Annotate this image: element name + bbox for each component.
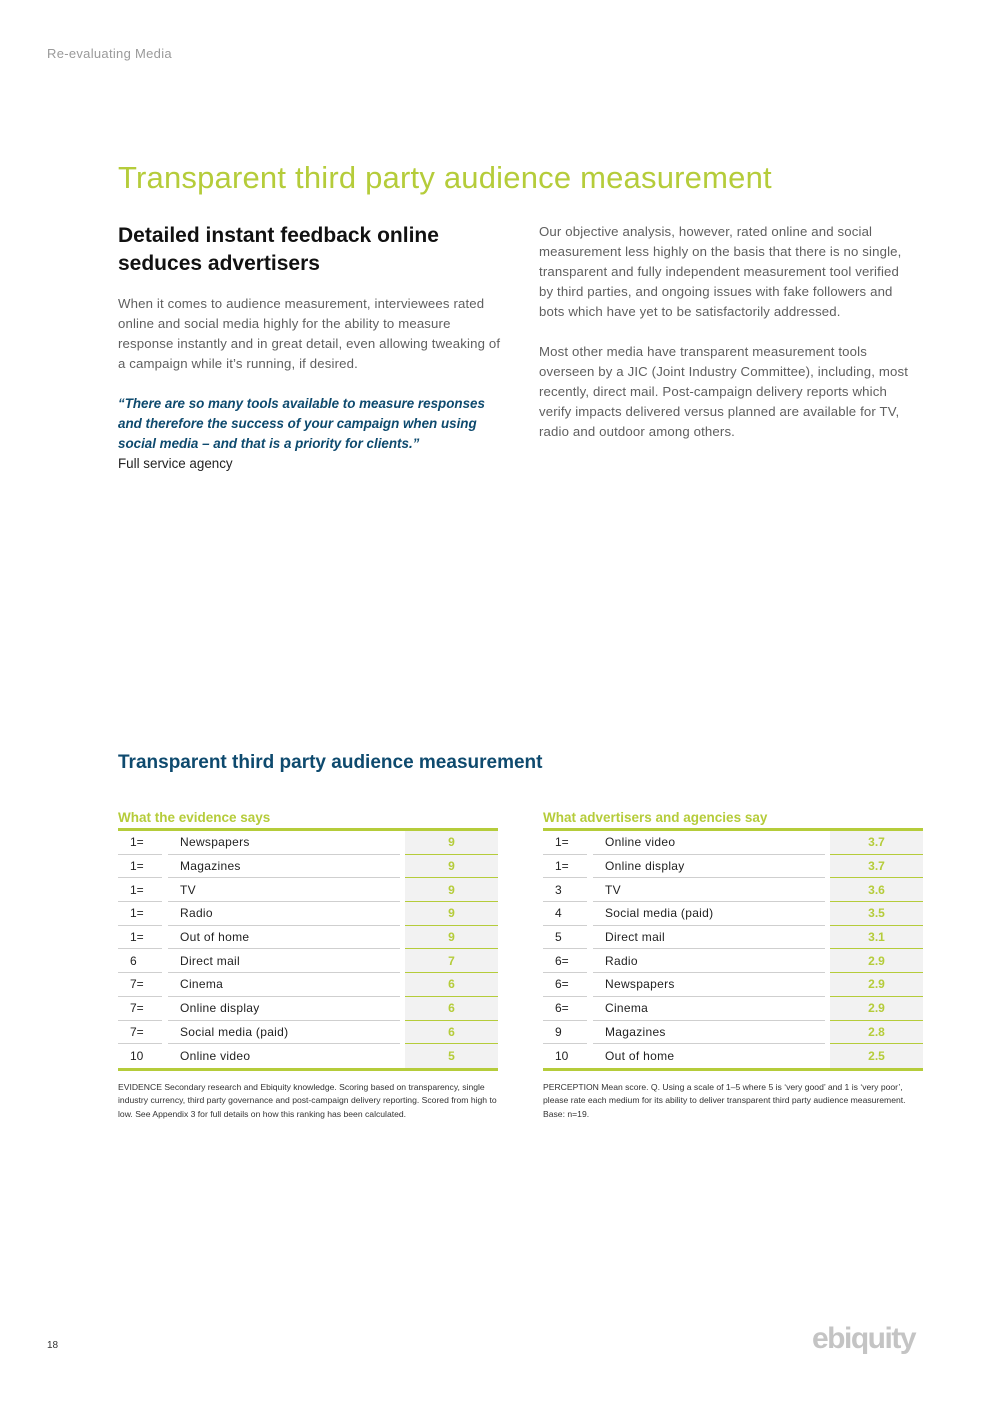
table-row bbox=[543, 926, 923, 950]
rank-cell: 1= bbox=[118, 878, 162, 902]
table-row bbox=[118, 1044, 498, 1068]
left-column bbox=[118, 222, 503, 474]
table-row bbox=[118, 831, 498, 855]
table-row bbox=[118, 878, 498, 902]
subheading: Detailed instant feedback online seduces advertisers bbox=[118, 224, 439, 275]
rank-cell: 1= bbox=[118, 831, 162, 855]
table-row bbox=[543, 878, 923, 902]
table-row bbox=[543, 831, 923, 855]
score-cell: 3.6 bbox=[830, 878, 923, 902]
rank-cell: 1= bbox=[118, 902, 162, 926]
table-row bbox=[118, 973, 498, 997]
medium-cell: Out of home bbox=[168, 926, 400, 950]
quote-attribution: Full service agency bbox=[118, 456, 233, 471]
rank-cell: 6= bbox=[543, 997, 587, 1021]
medium-cell: Radio bbox=[168, 902, 400, 926]
perception-table-title: What advertisers and agencies say bbox=[543, 810, 768, 825]
pull-quote: “There are so many tools available to measure responses and therefore the success of your campaign when using social media – and that is a priority for clients.” bbox=[118, 396, 485, 451]
rank-cell: 10 bbox=[555, 1049, 569, 1064]
table-row bbox=[543, 902, 923, 926]
medium-cell: Online video bbox=[180, 1049, 251, 1064]
medium-cell: Cinema bbox=[168, 973, 400, 997]
table-row bbox=[543, 855, 923, 879]
evidence-note: EVIDENCE Secondary research and Ebiquity knowledge. Scoring based on transparency, single industry currency, third party governance and post-campaign delivery reporting. Scored from high to low. See Appendix 3 for full details on how this ranking has been calculated. bbox=[118, 1081, 497, 1119]
score-cell: 2.9 bbox=[830, 949, 923, 973]
score-cell: 9 bbox=[405, 902, 498, 926]
score-cell: 9 bbox=[405, 878, 498, 902]
medium-cell: Social media (paid) bbox=[593, 902, 825, 926]
table-row bbox=[118, 902, 498, 926]
medium-cell: Magazines bbox=[168, 855, 400, 879]
rank-cell: 3 bbox=[543, 878, 587, 902]
rank-cell: 6= bbox=[543, 973, 587, 997]
medium-cell: Online video bbox=[593, 831, 825, 855]
score-cell: 9 bbox=[405, 831, 498, 855]
table-row bbox=[543, 973, 923, 997]
table-row bbox=[118, 926, 498, 950]
score-cell: 3.7 bbox=[830, 831, 923, 855]
medium-cell: TV bbox=[168, 878, 400, 902]
intro-paragraph: When it comes to audience measurement, interviewees rated online and social media highly for the ability to measure response instantly and in great detail, even allowing tweaking of a campaign while it’s running, if desired. bbox=[118, 296, 501, 371]
score-cell: 2.5 bbox=[830, 1044, 923, 1068]
rank-cell: 10 bbox=[130, 1049, 144, 1064]
page-number: 18 bbox=[47, 1340, 59, 1351]
rank-cell: 1= bbox=[118, 926, 162, 950]
medium-cell: Direct mail bbox=[593, 926, 825, 950]
table-row bbox=[543, 1021, 923, 1045]
evidence-table-title: What the evidence says bbox=[118, 810, 271, 825]
medium-cell: Direct mail bbox=[168, 949, 400, 973]
score-cell: 3.7 bbox=[830, 855, 923, 879]
medium-cell: Newspapers bbox=[593, 973, 825, 997]
rank-cell: 5 bbox=[543, 926, 587, 950]
page-title: Transparent third party audience measurement bbox=[118, 160, 772, 195]
table-row bbox=[543, 1044, 923, 1068]
score-cell: 5 bbox=[405, 1044, 498, 1068]
table-row bbox=[543, 997, 923, 1021]
perception-table bbox=[543, 828, 923, 1071]
table-row bbox=[118, 949, 498, 973]
rank-cell: 7= bbox=[118, 973, 162, 997]
score-cell: 9 bbox=[405, 926, 498, 950]
medium-cell: Newspapers bbox=[168, 831, 400, 855]
rank-cell: 7= bbox=[118, 997, 162, 1021]
medium-cell: Out of home bbox=[605, 1049, 675, 1064]
rank-cell: 1= bbox=[543, 831, 587, 855]
table-row bbox=[543, 949, 923, 973]
rank-cell: 1= bbox=[543, 855, 587, 879]
evidence-table bbox=[118, 828, 498, 1071]
score-cell: 2.8 bbox=[830, 1021, 923, 1045]
table-row bbox=[118, 855, 498, 879]
score-cell: 2.9 bbox=[830, 973, 923, 997]
rank-cell: 7= bbox=[118, 1021, 162, 1045]
rank-cell: 6 bbox=[118, 949, 162, 973]
medium-cell: Radio bbox=[593, 949, 825, 973]
medium-cell: TV bbox=[593, 878, 825, 902]
analysis-paragraph: Our objective analysis, however, rated online and social measurement less highly on the basis that there is no single, transparent and fully independent measurement tool verified by third parties, and ongoing issues with fake followers and bots which have yet to be satisfactorily addressed. bbox=[539, 224, 902, 319]
jic-paragraph: Most other media have transparent measurement tools overseen by a JIC (Joint Industry Committee), including, most recently, direct mail. Post-campaign delivery reports which verify impacts delivered versus planned are available for TV, radio and outdoor among others. bbox=[539, 344, 909, 439]
score-cell: 3.1 bbox=[830, 926, 923, 950]
medium-cell: Cinema bbox=[593, 997, 825, 1021]
perception-note: PERCEPTION Mean score. Q. Using a scale of 1–5 where 5 is ‘very good’ and 1 is ‘very poor’, please rate each medium for its ability to deliver transparent third party audience measurement. Base: n=19. bbox=[543, 1081, 906, 1119]
rank-cell: 6= bbox=[543, 949, 587, 973]
score-cell: 6 bbox=[405, 1021, 498, 1045]
rank-cell: 1= bbox=[118, 855, 162, 879]
score-cell: 6 bbox=[405, 973, 498, 997]
score-cell: 7 bbox=[405, 949, 498, 973]
running-header: Re-evaluating Media bbox=[47, 46, 172, 61]
perception-panel bbox=[543, 808, 923, 1121]
right-column bbox=[539, 222, 914, 442]
medium-cell: Magazines bbox=[593, 1021, 825, 1045]
ebiquity-logo: ebiquity bbox=[812, 1322, 916, 1355]
table-row bbox=[118, 997, 498, 1021]
medium-cell: Online display bbox=[593, 855, 825, 879]
score-cell: 2.9 bbox=[830, 997, 923, 1021]
rank-cell: 9 bbox=[543, 1021, 587, 1045]
score-cell: 9 bbox=[405, 855, 498, 879]
table-row bbox=[118, 1021, 498, 1045]
medium-cell: Online display bbox=[168, 997, 400, 1021]
rank-cell: 4 bbox=[543, 902, 587, 926]
evidence-panel bbox=[118, 808, 498, 1121]
medium-cell: Social media (paid) bbox=[168, 1021, 400, 1045]
score-cell: 3.5 bbox=[830, 902, 923, 926]
section-title: Transparent third party audience measurement bbox=[118, 752, 543, 773]
score-cell: 6 bbox=[405, 997, 498, 1021]
